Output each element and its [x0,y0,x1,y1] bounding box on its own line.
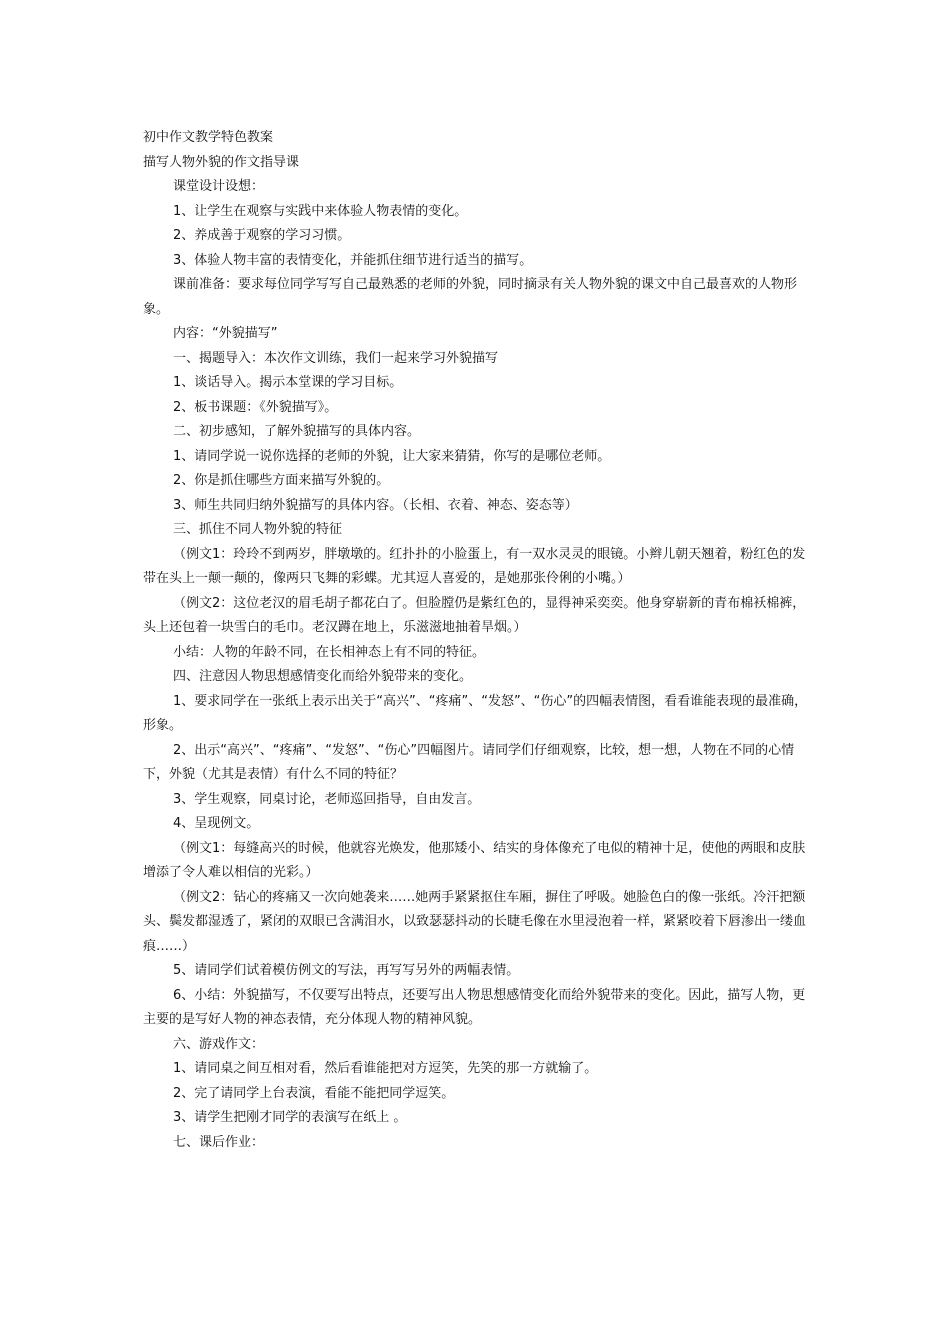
paragraph: 2、你是抓住哪些方面来描写外貌的。 [173,473,390,488]
paragraph: 六、游戏作文： [173,1036,265,1052]
paragraph: 1、让学生在观察与实践中来体验人物表情的变化。 [173,203,468,219]
paragraph: 课前准备：要求每位同学写写自己最熟悉的老师的外貌，同时摘录有关人物外貌的课文中自己最喜欢的人物形象。 [143,277,798,317]
paragraph: 二、初步感知，了解外貌描写的具体内容。 [173,424,421,439]
paragraph: 2、养成善于观察的学习习惯。 [173,228,351,243]
document-body [143,126,818,1155]
paragraph: （例文1：玲玲不到两岁，胖墩墩的。红扑扑的小脸蛋上，有一双水灵灵的眼镜。小辫儿朝天翘着，粉红色的发带在头上一颠一颠的，像两只飞舞的彩蝶。尤其逗人喜爱的，是她那张伶俐的小嘴。） [143,546,806,586]
paragraph: 三、抓住不同人物外貌的特征 [173,522,343,537]
document-subtitle: 描写人物外貌的作文指导课 [143,154,300,170]
paragraph: （例文2：这位老汉的眉毛胡子都花白了。但脸膛仍是紫红色的，显得神采奕奕。他身穿崭新的青布棉袄棉裤，头上还包着一块雪白的毛巾。老汉蹲在地上，乐滋滋地抽着旱烟。） [143,595,806,635]
paragraph: 2、出示“高兴”、“疼痛”、“发怒”、“伤心”四幅图片。请同学们仔细观察，比较，想一想，人物在不同的心情下，外貌（尤其是表情）有什么不同的特征？ [143,742,795,782]
paragraph: 5、请同学们试着模仿例文的写法，再写写另外的两幅表情。 [173,963,520,978]
paragraph: 七、课后作业： [173,1134,265,1150]
paragraph: 四、注意因人物思想感情变化而给外貌带来的变化。 [173,669,473,684]
paragraph: 3、师生共同归纳外貌描写的具体内容。（长相、衣着、神态、姿态等） [173,497,578,513]
paragraph: 小结：人物的年龄不同，在长相神态上有不同的特征。 [173,644,486,660]
paragraph: （例文1：每缝高兴的时候，他就容光焕发，他那矮小、结实的身体像充了电似的精神十足，使他的两眼和皮肤增添了令人难以相信的光彩。） [143,840,806,880]
paragraph: 1、谈话导入。揭示本堂课的学习目标。 [173,375,403,390]
paragraph: 课堂设计设想： [173,179,265,194]
paragraph: 3、请学生把刚才同学的表演写在纸上 。 [173,1110,407,1125]
paragraph: 2、完了请同学上台表演，看能不能把同学逗笑。 [173,1085,455,1101]
paragraph: 3、体验人物丰富的表情变化，并能抓住细节进行适当的描写。 [173,252,533,268]
paragraph: 6、小结：外貌描写，不仅要写出特点，还要写出人物思想感情变化而给外貌带来的变化。因此，描写人物，更主要的是写好人物的神态表情，充分体现人物的精神风貌。 [143,987,806,1027]
paragraph: 2、板书课题：《外貌描写》。 [173,399,338,415]
paragraph: 1、请同学说一说你选择的老师的外貌，让大家来猜猜，你写的是哪位老师。 [173,448,611,464]
paragraph: 1、要求同学在一张纸上表示出关于“高兴”、“疼痛”、“发怒”、“伤心”的四幅表情图，看看谁能表现的最准确，形象。 [143,693,808,733]
paragraph: 4、呈现例文。 [173,816,260,831]
paragraph: 1、请同桌之间互相对看，然后看谁能把对方逗笑，先笑的那一方就输了。 [173,1061,598,1076]
paragraph: 3、学生观察，同桌讨论，老师巡回指导，自由发言。 [173,791,481,807]
paragraph: 内容：“外貌描写” [173,326,278,341]
paragraph: （例文2：钻心的疼痛又一次向她袭来……她两手紧紧抠住车厢，摒住了呼吸。她脸色白的像一张纸。冷汗把额头、鬓发都湿透了，紧闭的双眼已含满泪水，以致瑟瑟抖动的长睫毛像在水里浸泡着一样，紧紧咬着下唇渗出一缕血痕……） [143,889,807,954]
paragraph: 一、揭题导入：本次作文训练，我们一起来学习外貌描写 [173,350,499,366]
document-title: 初中作文教学特色教案 [143,130,274,145]
